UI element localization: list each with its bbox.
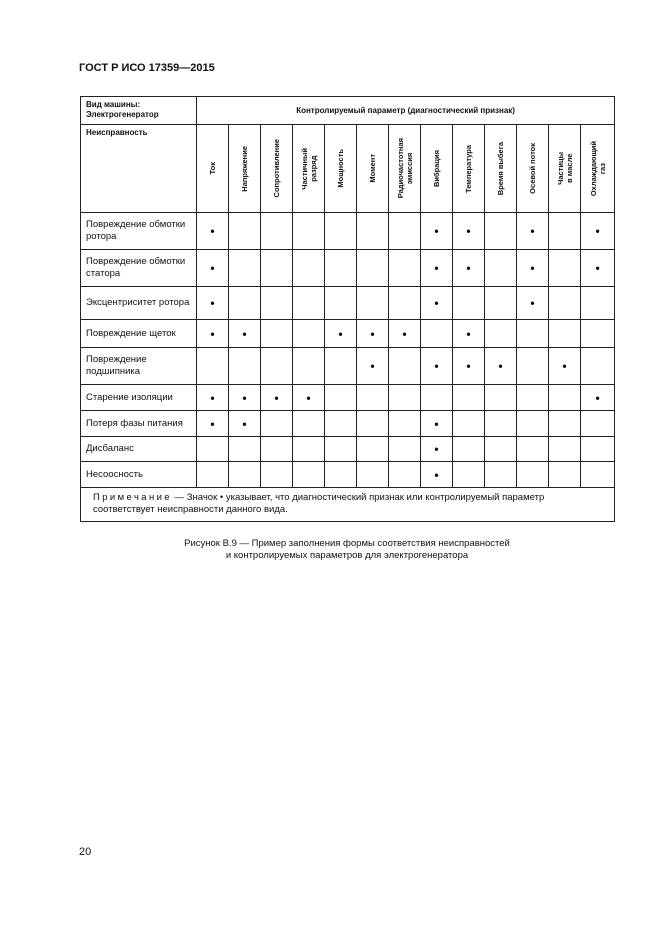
mark-cell — [229, 462, 261, 488]
table-row — [81, 250, 615, 287]
mark-cell — [389, 411, 421, 437]
column-header-label: Частичный разряд — [299, 147, 318, 190]
mark-cell — [261, 250, 293, 287]
mark-cell — [549, 462, 581, 488]
document-header: ГОСТ Р ИСО 17359—2015 — [79, 62, 215, 74]
mark-cell: • — [197, 385, 229, 411]
mark-cell: • — [197, 320, 229, 348]
mark-cell — [261, 213, 293, 250]
mark-cell: • — [197, 250, 229, 287]
column-header — [357, 125, 389, 213]
mark-cell — [549, 411, 581, 437]
mark-cell: • — [517, 213, 549, 250]
mark-cell: • — [517, 287, 549, 320]
fault-name: Повреждение обмотки ротора — [81, 213, 197, 250]
mark-cell — [453, 462, 485, 488]
mark-cell — [357, 287, 389, 320]
table-row — [81, 287, 615, 320]
mark-cell — [485, 320, 517, 348]
mark-cell — [485, 213, 517, 250]
mark-cell — [581, 287, 615, 320]
mark-cell — [517, 411, 549, 437]
column-header-label: Время выбега — [496, 141, 505, 196]
mark-cell: • — [421, 462, 453, 488]
table-row — [81, 437, 615, 462]
caption-line-2: и контролируемых параметров для электрогенератора — [225, 550, 469, 561]
mark-cell — [325, 287, 357, 320]
mark-cell — [325, 437, 357, 462]
machine-type-cell — [81, 97, 197, 125]
column-header — [517, 125, 549, 213]
mark-cell: • — [453, 250, 485, 287]
column-header — [197, 125, 229, 213]
mark-cell — [261, 437, 293, 462]
fault-name: Потеря фазы питания — [81, 411, 197, 437]
column-header-label: Температура — [464, 144, 473, 193]
column-header-label: Сопротивление — [272, 139, 281, 198]
mark-cell — [389, 348, 421, 385]
mark-cell — [421, 385, 453, 411]
mark-cell — [517, 385, 549, 411]
column-header-label: Ток — [208, 162, 217, 175]
fault-name: Повреждение обмотки статора — [81, 250, 197, 287]
mark-cell: • — [421, 250, 453, 287]
column-header-label: Осевой поток — [528, 143, 537, 194]
mark-cell: • — [581, 213, 615, 250]
mark-cell — [293, 411, 325, 437]
mark-cell: • — [453, 213, 485, 250]
mark-cell — [325, 462, 357, 488]
column-header-label: Напряжение — [240, 145, 249, 192]
mark-cell — [389, 385, 421, 411]
mark-cell — [485, 385, 517, 411]
mark-cell — [485, 411, 517, 437]
page-number: 20 — [79, 846, 92, 858]
mark-cell: • — [421, 411, 453, 437]
mark-cell — [421, 320, 453, 348]
mark-cell — [357, 462, 389, 488]
table-row — [81, 385, 615, 411]
mark-cell — [261, 348, 293, 385]
mark-cell — [389, 213, 421, 250]
mark-cell — [581, 437, 615, 462]
mark-cell: • — [357, 348, 389, 385]
faults-label: Неисправность — [81, 125, 197, 213]
fault-name: Повреждение подшипника — [81, 348, 197, 385]
mark-cell: • — [517, 250, 549, 287]
fault-name: Старение изоляции — [81, 385, 197, 411]
mark-cell: • — [229, 320, 261, 348]
mark-cell — [325, 213, 357, 250]
mark-cell — [357, 213, 389, 250]
mark-cell — [581, 320, 615, 348]
mark-cell — [581, 348, 615, 385]
mark-cell — [453, 411, 485, 437]
mark-cell — [389, 250, 421, 287]
mark-cell — [453, 287, 485, 320]
note-text: — Значок • указывает, что диагностический признак или контролируемый параметр соответствует неисправности данного вида. — [93, 492, 545, 515]
mark-cell — [389, 437, 421, 462]
figure-caption — [80, 538, 614, 562]
mark-cell — [453, 385, 485, 411]
column-header-label: Радиочастотная эмиссия — [395, 138, 414, 199]
mark-cell — [261, 320, 293, 348]
column-header-label: Вибрация — [432, 149, 441, 187]
mark-cell — [581, 411, 615, 437]
table-row — [81, 213, 615, 250]
mark-cell — [293, 250, 325, 287]
mark-cell — [485, 287, 517, 320]
mark-cell — [325, 250, 357, 287]
machine-type-label: Вид машины: — [86, 100, 141, 109]
mark-cell — [293, 348, 325, 385]
column-header — [485, 125, 517, 213]
mark-cell — [261, 462, 293, 488]
column-header — [229, 125, 261, 213]
mark-cell: • — [293, 385, 325, 411]
note-label: Примечание — [93, 492, 172, 503]
mark-cell — [517, 462, 549, 488]
mark-cell — [389, 287, 421, 320]
mark-cell — [293, 320, 325, 348]
mark-cell — [293, 437, 325, 462]
mark-cell: • — [229, 411, 261, 437]
mark-cell — [261, 287, 293, 320]
fault-name: Повреждение щеток — [81, 320, 197, 348]
params-title: Контролируемый параметр (диагностический признак) — [197, 97, 615, 125]
mark-cell: • — [421, 213, 453, 250]
mark-cell — [485, 250, 517, 287]
mark-cell — [293, 287, 325, 320]
column-header-label: Момент — [368, 154, 377, 183]
mark-cell: • — [421, 348, 453, 385]
table-note — [81, 488, 615, 522]
mark-cell — [325, 411, 357, 437]
mark-cell — [581, 462, 615, 488]
mark-cell: • — [325, 320, 357, 348]
mark-cell — [549, 213, 581, 250]
mark-cell — [549, 320, 581, 348]
fault-rows — [81, 213, 615, 488]
mark-cell — [549, 437, 581, 462]
mark-cell: • — [485, 348, 517, 385]
machine-type-value: Электрогенератор — [86, 110, 159, 119]
mark-cell — [293, 213, 325, 250]
mark-cell — [229, 250, 261, 287]
mark-cell: • — [421, 437, 453, 462]
mark-cell — [197, 462, 229, 488]
table-row — [81, 411, 615, 437]
caption-line-1: Рисунок В.9 — Пример заполнения формы соответствия неисправностей — [184, 538, 510, 549]
mark-cell: • — [261, 385, 293, 411]
column-header-label: Охлаждающий газ — [588, 140, 607, 197]
mark-cell — [197, 348, 229, 385]
fault-parameter-table — [80, 96, 615, 522]
column-header-label: Частицы в масле — [555, 152, 574, 185]
table-row — [81, 462, 615, 488]
mark-cell: • — [389, 320, 421, 348]
mark-cell — [357, 437, 389, 462]
mark-cell — [293, 462, 325, 488]
mark-cell — [325, 348, 357, 385]
mark-cell — [197, 437, 229, 462]
column-header — [581, 125, 615, 213]
fault-name: Несоосность — [81, 462, 197, 488]
mark-cell — [229, 213, 261, 250]
column-header — [293, 125, 325, 213]
mark-cell: • — [549, 348, 581, 385]
mark-cell: • — [453, 320, 485, 348]
mark-cell — [549, 250, 581, 287]
mark-cell: • — [453, 348, 485, 385]
fault-name: Эксцентриситет ротора — [81, 287, 197, 320]
column-header — [261, 125, 293, 213]
mark-cell — [517, 320, 549, 348]
mark-cell: • — [197, 411, 229, 437]
mark-cell — [453, 437, 485, 462]
mark-cell — [229, 437, 261, 462]
column-header — [421, 125, 453, 213]
mark-cell: • — [581, 250, 615, 287]
column-header-label: Мощность — [336, 149, 345, 188]
mark-cell — [485, 462, 517, 488]
mark-cell: • — [197, 287, 229, 320]
mark-cell — [357, 250, 389, 287]
mark-cell — [325, 385, 357, 411]
mark-cell: • — [197, 213, 229, 250]
mark-cell — [389, 462, 421, 488]
fault-name: Дисбаланс — [81, 437, 197, 462]
column-header — [325, 125, 357, 213]
mark-cell — [229, 287, 261, 320]
mark-cell — [517, 348, 549, 385]
mark-cell: • — [581, 385, 615, 411]
mark-cell — [549, 385, 581, 411]
column-header — [549, 125, 581, 213]
mark-cell: • — [421, 287, 453, 320]
mark-cell — [549, 287, 581, 320]
mark-cell — [261, 411, 293, 437]
mark-cell — [229, 348, 261, 385]
column-header — [453, 125, 485, 213]
mark-cell — [517, 437, 549, 462]
column-header — [389, 125, 421, 213]
mark-cell — [485, 437, 517, 462]
table-row — [81, 348, 615, 385]
mark-cell: • — [229, 385, 261, 411]
mark-cell — [357, 385, 389, 411]
table-row — [81, 320, 615, 348]
mark-cell — [357, 411, 389, 437]
mark-cell: • — [357, 320, 389, 348]
